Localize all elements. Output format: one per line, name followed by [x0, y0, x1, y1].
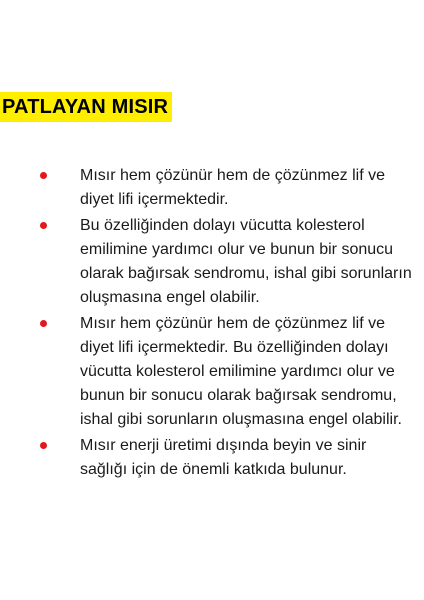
list-item [0, 164, 424, 212]
list-item [0, 214, 424, 310]
bullet-text: Mısır enerji üretimi dışında beyin ve sinir sağlığı için de önemli katkıda bulunur. [80, 437, 367, 478]
bullet-text: Bu özelliğinden dolayı vücutta kolesterol emilimine yardımcı olur ve bunun bir sonucu olarak bağırsak sendromu, ishal gibi sorunların oluşmasına engel olabilir. [80, 217, 412, 306]
bullet-text: Mısır hem çözünür hem de çözünmez lif ve diyet lifi içermektedir. Bu özelliğinden dolayı vücutta kolesterol emilimine yardımcı olur ve bunun bir sonucu olarak bağırsak sendromu, ishal gibi sorunların oluşmasına engel olabilir. [80, 315, 402, 428]
title-block [0, 92, 172, 122]
list-item [0, 312, 424, 432]
bullet-dot-icon [40, 222, 47, 229]
page-title: PATLAYAN MISIR [0, 92, 172, 122]
list-item [0, 434, 424, 482]
bullet-text: Mısır hem çözünür hem de çözünmez lif ve diyet lifi içermektedir. [80, 167, 386, 208]
bullet-dot-icon [40, 442, 47, 449]
bullet-list [0, 164, 424, 484]
bullet-dot-icon [40, 320, 47, 327]
bullet-dot-icon [40, 172, 47, 179]
